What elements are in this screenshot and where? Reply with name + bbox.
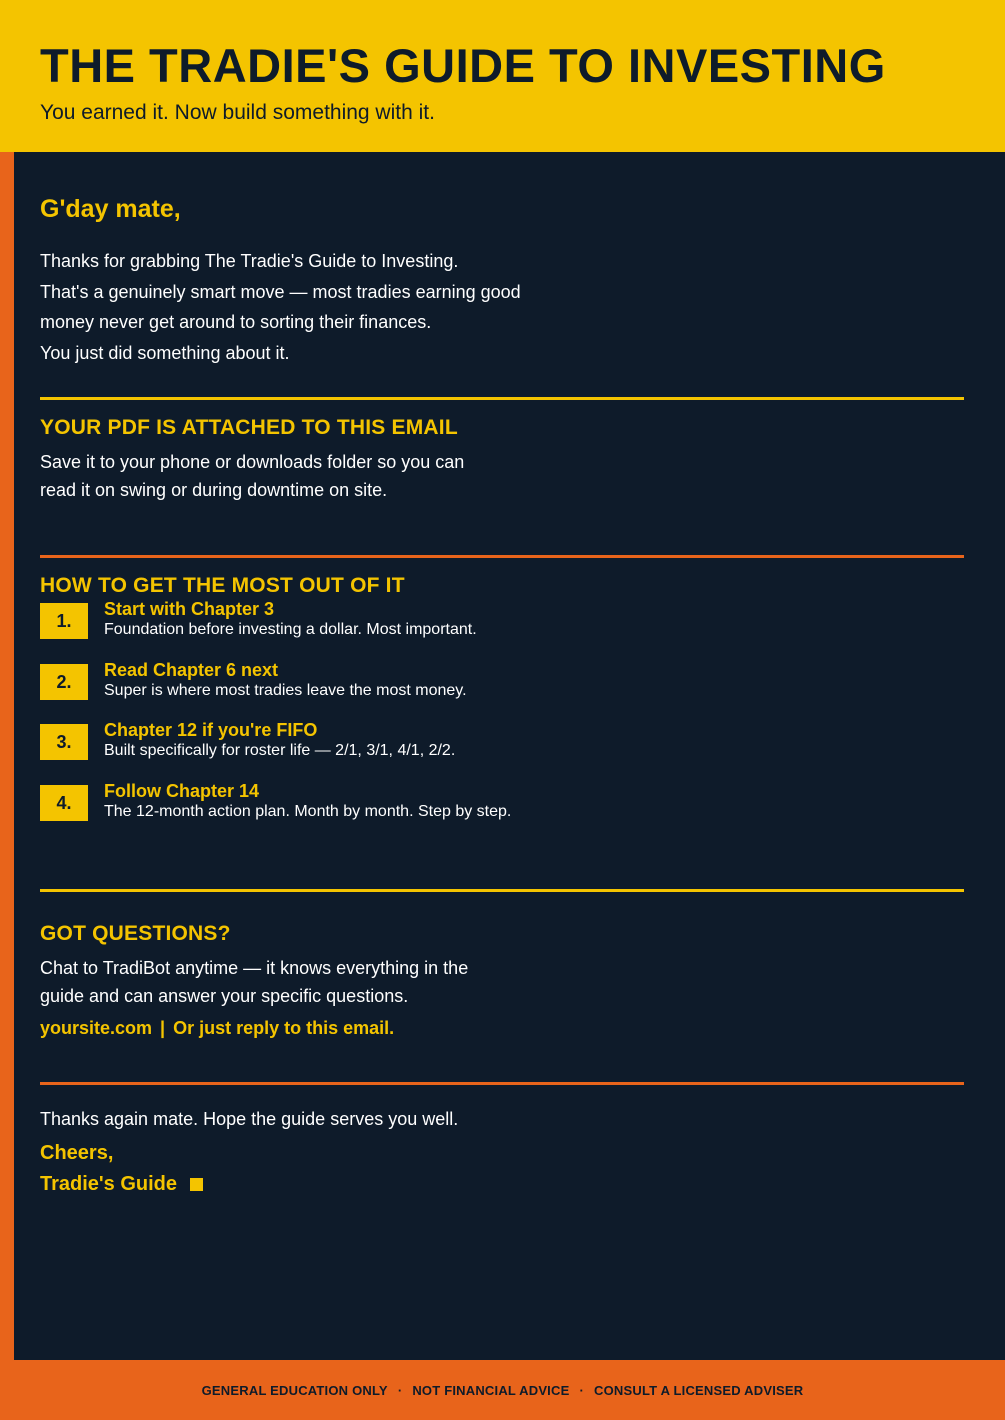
divider-orange — [40, 555, 964, 558]
disclaimer-item: CONSULT A LICENSED ADVISER — [594, 1382, 804, 1398]
step-description: Built specifically for roster life — 2/1, 3/1, 4/1, 2/2. — [104, 742, 456, 759]
intro-line: money never get around to sorting their finances. — [40, 312, 432, 332]
intro-line: That's a genuinely smart move — most tradies earning good — [40, 281, 521, 302]
questions-section-heading: GOT QUESTIONS? — [40, 922, 231, 945]
step-description: Super is where most tradies leave the most money. — [104, 682, 467, 699]
step-item — [40, 720, 640, 768]
step-title: Follow Chapter 14 — [104, 781, 260, 801]
signature-text: Tradie's Guide — [40, 1173, 178, 1195]
pdf-section-heading: YOUR PDF IS ATTACHED TO THIS EMAIL — [40, 416, 458, 439]
pdf-section-line: Save it to your phone or downloads folder so you can — [40, 452, 465, 472]
disclaimer-item: GENERAL EDUCATION ONLY — [201, 1382, 388, 1398]
step-number-badge: 4. — [40, 785, 88, 821]
divider-yellow — [40, 889, 964, 892]
step-title: Read Chapter 6 next — [104, 660, 279, 680]
intro-paragraph — [40, 246, 600, 368]
greeting: G'day mate, — [40, 195, 181, 223]
step-number-badge: 1. — [40, 603, 88, 639]
page-title: THE TRADIE'S GUIDE TO INVESTING — [40, 39, 886, 92]
questions-line: Chat to TradiBot anytime — it knows everything in the — [40, 958, 469, 978]
page-subtitle: You earned it. Now build something with it. — [40, 101, 435, 124]
step-item — [40, 781, 640, 829]
disclaimer-separator: · — [579, 1382, 584, 1398]
step-number-badge: 2. — [40, 664, 88, 700]
thanks-text: Thanks again mate. Hope the guide serves you well. — [40, 1109, 459, 1129]
square-icon — [190, 1178, 203, 1191]
signature — [40, 1173, 203, 1196]
step-number-badge: 3. — [40, 724, 88, 760]
site-link[interactable]: yoursite.com — [40, 1018, 153, 1038]
step-description: Foundation before investing a dollar. Most important. — [104, 621, 477, 638]
footer-disclaimer — [0, 1360, 1005, 1420]
step-item — [40, 599, 640, 647]
divider-yellow — [40, 397, 964, 400]
cheers-text: Cheers, — [40, 1142, 114, 1164]
divider-orange — [40, 1082, 964, 1085]
contact-links — [40, 1018, 394, 1039]
questions-section-text — [40, 954, 560, 1010]
intro-line: Thanks for grabbing The Tradie's Guide to Investing. — [40, 251, 459, 271]
questions-line: guide and can answer your specific questions. — [40, 986, 409, 1006]
pdf-section-text — [40, 448, 560, 504]
step-description: The 12-month action plan. Month by month. Step by step. — [104, 803, 512, 820]
step-title: Chapter 12 if you're FIFO — [104, 720, 318, 740]
disclaimer-separator: · — [397, 1382, 403, 1398]
intro-line: You just did something about it. — [40, 342, 290, 363]
pdf-section-line: read it on swing or during downtime on site. — [40, 480, 388, 500]
reply-link[interactable]: Or just reply to this email. — [173, 1018, 395, 1038]
howto-section-heading: HOW TO GET THE MOST OUT OF IT — [40, 574, 405, 597]
step-title: Start with Chapter 3 — [104, 599, 275, 619]
link-separator: | — [160, 1018, 166, 1038]
disclaimer-item: NOT FINANCIAL ADVICE — [412, 1382, 570, 1398]
left-accent-bar — [0, 152, 14, 1360]
step-item — [40, 660, 640, 708]
header-banner — [0, 0, 1005, 152]
